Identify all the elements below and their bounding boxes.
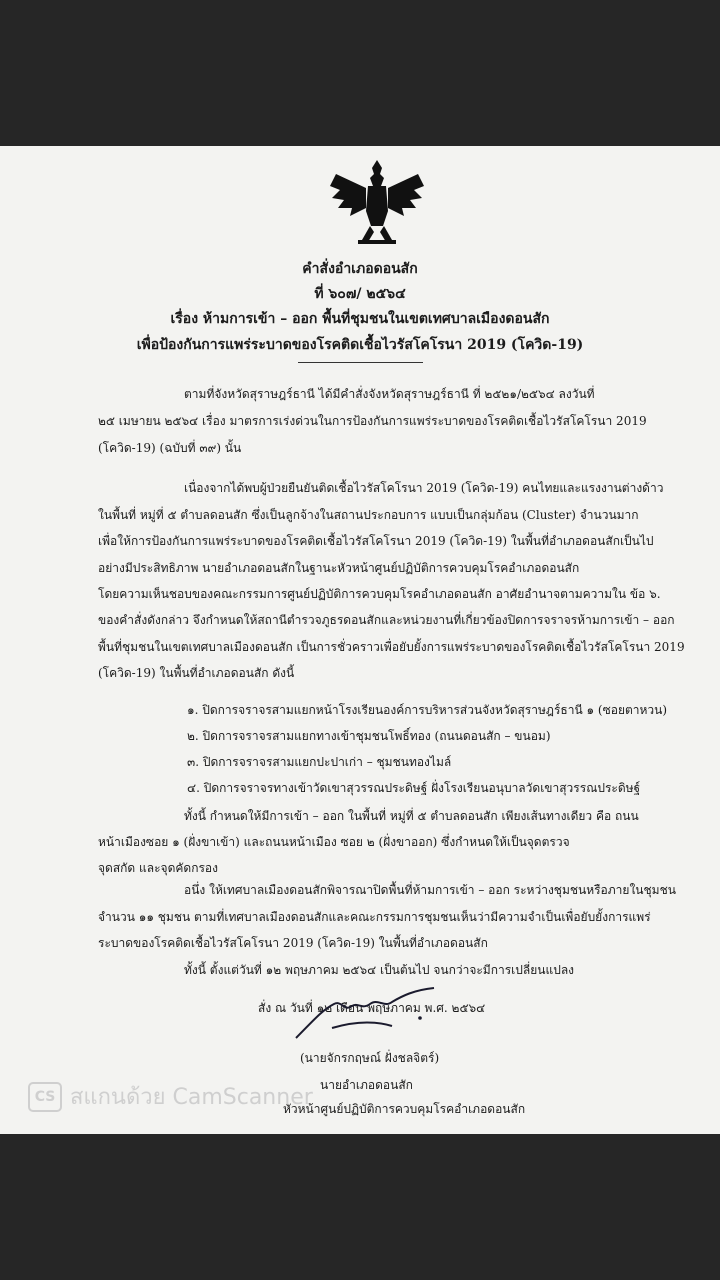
paragraph-1-line: ตามที่จังหวัดสุราษฎร์ธานี ได้มีคำสั่งจังหวัดสุราษฎร์ธานี ที่ ๒๕๒๑/๒๕๖๔ ลงวันที่ — [184, 387, 595, 401]
signatory-name: (นายจักรกฤษณ์ ฝั่งชลจิตร์) — [300, 1051, 440, 1065]
paragraph-3-line: ทั้งนี้ กำหนดให้มีการเข้า – ออก ในพื้นที่ หมู่ที่ ๕ ตำบลดอนสัก เพียงเส้นทางเดียว คือ ถนน — [184, 809, 639, 823]
issued-date: สั่ง ณ วันที่ ๑๒ เดือน พฤษภาคม พ.ศ. ๒๕๖๔ — [258, 1001, 486, 1015]
effective-date: ทั้งนี้ ตั้งแต่วันที่ ๑๒ พฤษภาคม ๒๕๖๔ เป็นต้นไป จนกว่าจะมีการเปลี่ยนแปลง — [184, 963, 575, 977]
paragraph-4-line: ระบาดของโรคติดเชื้อไวรัสโคโรนา 2019 (โควิด-19) ในพื้นที่อำเภอดอนสัก — [98, 936, 488, 950]
signatory-title: นายอำเภอดอนสัก — [320, 1078, 413, 1092]
list-item: ๔. ปิดการจราจรทางเข้าวัดเขาสุวรรณประดิษฐ์ ฝั่งโรงเรียนอนุบาลวัดเขาสุวรรณประดิษฐ์ — [187, 781, 641, 795]
paragraph-2-line: เนื่องจากได้พบผู้ป่วยยืนยันติดเชื้อไวรัสโคโรนา 2019 (โควิด-19) คนไทยและแรงงานต่างด้าว — [184, 481, 664, 495]
paragraph-2-line: (โควิด-19) ในพื้นที่อำเภอดอนสัก ดังนี้ — [98, 666, 295, 680]
paragraph-1-line: (โควิด-19) (ฉบับที่ ๓๙) นั้น — [98, 441, 242, 455]
paragraph-2-line: ของคำสั่งดังกล่าว จึงกำหนดให้สถานีตำรวจภูธรดอนสักและหน่วยงานที่เกี่ยวข้องปิดการจราจรห้ามการเข้า – ออก — [98, 613, 675, 627]
paragraph-2-line: ในพื้นที่ หมู่ที่ ๕ ตำบลดอนสัก ซึ่งเป็นลูกจ้างในสถานประกอบการ แบบเป็นกลุ่มก้อน (Cluster) จำนวนมาก — [98, 508, 639, 522]
document-page — [0, 146, 720, 1134]
paragraph-2-line: อย่างมีประสิทธิภาพ นายอำเภอดอนสักในฐานะหัวหน้าศูนย์ปฏิบัติการควบคุมโรคอำเภอดอนสัก — [98, 561, 580, 575]
garuda-emblem-icon — [328, 156, 426, 248]
camscanner-watermark-text: สแกนด้วย CamScanner — [70, 1085, 313, 1110]
paragraph-2-line: โดยความเห็นชอบของคณะกรรมการศูนย์ปฏิบัติการควบคุมโรคอำเภอดอนสัก อาศัยอำนาจตามความใน ข้อ ๖. — [98, 587, 661, 601]
order-number: ที่ ๖๐๗/ ๒๕๖๔ — [314, 286, 406, 302]
paragraph-3-line: หน้าเมืองซอย ๑ (ฝั่งขาเข้า) และถนนหน้าเมือง ซอย ๒ (ฝั่งขาออก) ซึ่งกำหนดให้เป็นจุดตรวจ — [98, 835, 570, 849]
camscanner-watermark — [28, 1079, 313, 1114]
order-subject: เรื่อง ห้ามการเข้า – ออก พื้นที่ชุมชนในเขตเทศบาลเมืองดอนสัก — [170, 311, 550, 327]
signature — [292, 982, 442, 1044]
paragraph-3-line: จุดสกัด และจุดคัดกรอง — [98, 861, 218, 875]
list-item: ๑. ปิดการจราจรสามแยกหน้าโรงเรียนองค์การบริหารส่วนจังหวัดสุราษฎร์ธานี ๑ (ซอยตาหวน) — [187, 703, 668, 717]
paragraph-1-line: ๒๕ เมษายน ๒๕๖๔ เรื่อง มาตรการเร่งด่วนในการป้องกันการแพร่ระบาดของโรคติดเชื้อไวรัสโคโรนา 2019 — [98, 414, 647, 428]
list-item: ๒. ปิดการจราจรสามแยกทางเข้าชุมชนโพธิ์ทอง (ถนนดอนสัก – ขนอม) — [187, 729, 551, 743]
paragraph-2-line: เพื่อให้การป้องกันการแพร่ระบาดของโรคติดเชื้อไวรัสโคโรนา 2019 (โควิด-19) ในพื้นที่อำเภอดอนสักเป็นไป — [98, 534, 654, 548]
paragraph-2-line: พื้นที่ชุมชนในเขตเทศบาลเมืองดอนสัก เป็นการชั่วคราวเพื่อยับยั้งการแพร่ระบาดของโรคติดเชื้อไวรัสโคโรนา 2019 — [98, 640, 685, 654]
paragraph-4-line: จำนวน ๑๑ ชุมชน ตามที่เทศบาลเมืองดอนสักและคณะกรรมการชุมชนเห็นว่ามีความจำเป็นเพื่อยับยั้งการแพร่ — [98, 910, 651, 924]
camscanner-logo-icon: CS — [28, 1082, 62, 1112]
paragraph-4-line: อนึ่ง ให้เทศบาลเมืองดอนสักพิจารณาปิดพื้นที่ห้ามการเข้า – ออก ระหว่างชุมชนหรือภายในชุมชน — [184, 883, 676, 897]
title-divider — [298, 362, 423, 363]
order-subject-continued: เพื่อป้องกันการแพร่ระบาดของโรคติดเชื้อไวรัสโคโรนา 2019 (โควิด-19) — [136, 337, 584, 353]
signatory-title-secondary: หัวหน้าศูนย์ปฏิบัติการควบคุมโรคอำเภอดอนสัก — [283, 1102, 526, 1116]
order-title: คำสั่งอำเภอดอนสัก — [302, 261, 418, 277]
list-item: ๓. ปิดการจราจรสามแยกปะปาเก่า – ชุมชนทองไมล์ — [187, 755, 452, 769]
